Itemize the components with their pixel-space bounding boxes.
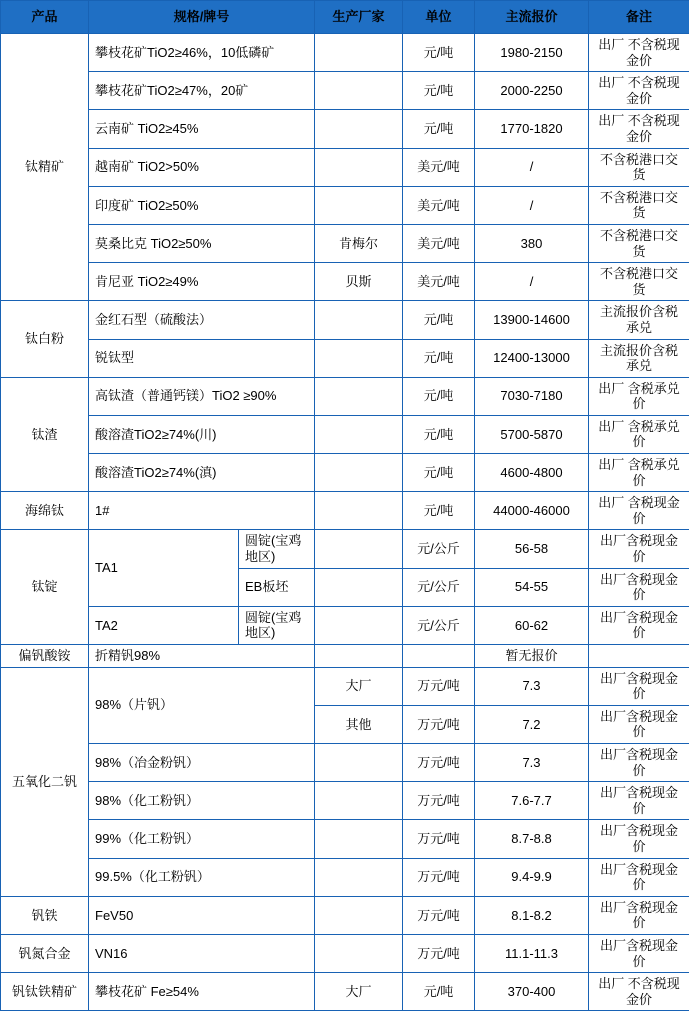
price-cell: 2000-2250 bbox=[475, 72, 589, 110]
spec-cell: EB板坯 bbox=[239, 568, 315, 606]
spec-cell: 1# bbox=[89, 492, 315, 530]
note-cell: 出厂 不含税现金价 bbox=[589, 72, 689, 110]
column-header-unit: 单位 bbox=[403, 1, 475, 34]
price-cell: 1770-1820 bbox=[475, 110, 589, 148]
note-cell: 出厂含税现金价 bbox=[589, 858, 689, 896]
spec-cell: 99%（化工粉钒） bbox=[89, 820, 315, 858]
manufacturer-cell bbox=[315, 454, 403, 492]
table-header-row bbox=[1, 1, 689, 34]
manufacturer-cell bbox=[315, 148, 403, 186]
manufacturer-cell bbox=[315, 339, 403, 377]
table-row bbox=[1, 34, 689, 72]
manufacturer-cell bbox=[315, 492, 403, 530]
unit-cell: 元/公斤 bbox=[403, 530, 475, 568]
table-header bbox=[1, 1, 689, 34]
manufacturer-cell bbox=[315, 858, 403, 896]
spec-cell: 攀枝花矿TiO2≥46%，10低磷矿 bbox=[89, 34, 315, 72]
unit-cell: 元/吨 bbox=[403, 377, 475, 415]
spec-cell: 98%（片钒） bbox=[89, 667, 315, 743]
unit-cell: 美元/吨 bbox=[403, 148, 475, 186]
spec-cell: 攀枝花矿TiO2≥47%，20矿 bbox=[89, 72, 315, 110]
manufacturer-cell: 贝斯 bbox=[315, 263, 403, 301]
product-category-cell: 钒氮合金 bbox=[1, 934, 89, 972]
grade-cell: TA1 bbox=[89, 530, 239, 606]
price-cell: 5700-5870 bbox=[475, 415, 589, 453]
unit-cell: 万元/吨 bbox=[403, 782, 475, 820]
product-category-cell: 钒钛铁精矿 bbox=[1, 973, 89, 1011]
unit-cell: 美元/吨 bbox=[403, 224, 475, 262]
product-category-cell: 偏钒酸铵 bbox=[1, 645, 89, 668]
manufacturer-cell bbox=[315, 530, 403, 568]
unit-cell: 元/吨 bbox=[403, 415, 475, 453]
note-cell: 出厂含税现金价 bbox=[589, 568, 689, 606]
table-row bbox=[1, 934, 689, 972]
spec-cell: 印度矿 TiO2≥50% bbox=[89, 186, 315, 224]
manufacturer-cell: 大厂 bbox=[315, 667, 403, 705]
note-cell: 出厂含税现金价 bbox=[589, 934, 689, 972]
spec-cell: 越南矿 TiO2>50% bbox=[89, 148, 315, 186]
manufacturer-cell bbox=[315, 415, 403, 453]
table-row bbox=[1, 606, 689, 644]
note-cell: 不含税港口交货 bbox=[589, 148, 689, 186]
unit-cell: 元/吨 bbox=[403, 454, 475, 492]
table-row bbox=[1, 415, 689, 453]
unit-cell: 万元/吨 bbox=[403, 896, 475, 934]
column-header-manufacturer: 生产厂家 bbox=[315, 1, 403, 34]
manufacturer-cell bbox=[315, 377, 403, 415]
column-header-note: 备注 bbox=[589, 1, 689, 34]
unit-cell bbox=[403, 645, 475, 668]
unit-cell: 元/吨 bbox=[403, 110, 475, 148]
table-row bbox=[1, 530, 689, 568]
price-cell: 54-55 bbox=[475, 568, 589, 606]
manufacturer-cell bbox=[315, 606, 403, 644]
manufacturer-cell bbox=[315, 820, 403, 858]
unit-cell: 元/公斤 bbox=[403, 568, 475, 606]
unit-cell: 万元/吨 bbox=[403, 667, 475, 705]
unit-cell: 万元/吨 bbox=[403, 705, 475, 743]
note-cell: 不含税港口交货 bbox=[589, 186, 689, 224]
note-cell: 出厂含税现金价 bbox=[589, 743, 689, 781]
manufacturer-cell bbox=[315, 186, 403, 224]
price-cell: 13900-14600 bbox=[475, 301, 589, 339]
unit-cell: 万元/吨 bbox=[403, 820, 475, 858]
price-cell: 7030-7180 bbox=[475, 377, 589, 415]
spec-cell: 云南矿 TiO2≥45% bbox=[89, 110, 315, 148]
manufacturer-cell bbox=[315, 301, 403, 339]
note-cell: 出厂 不含税现金价 bbox=[589, 34, 689, 72]
table-row bbox=[1, 743, 689, 781]
manufacturer-cell bbox=[315, 782, 403, 820]
price-cell: 暂无报价 bbox=[475, 645, 589, 668]
table-row bbox=[1, 301, 689, 339]
manufacturer-cell: 其他 bbox=[315, 705, 403, 743]
note-cell: 出厂含税现金价 bbox=[589, 782, 689, 820]
manufacturer-cell bbox=[315, 72, 403, 110]
manufacturer-cell bbox=[315, 568, 403, 606]
manufacturer-cell: 大厂 bbox=[315, 973, 403, 1011]
note-cell: 出厂 含税承兑价 bbox=[589, 454, 689, 492]
manufacturer-cell bbox=[315, 743, 403, 781]
price-cell: 7.3 bbox=[475, 743, 589, 781]
price-cell: 7.6-7.7 bbox=[475, 782, 589, 820]
note-cell: 主流报价含税承兑 bbox=[589, 339, 689, 377]
spec-cell: 莫桑比克 TiO2≥50% bbox=[89, 224, 315, 262]
product-category-cell: 钛精矿 bbox=[1, 34, 89, 301]
price-cell: 12400-13000 bbox=[475, 339, 589, 377]
note-cell: 出厂 含税现金价 bbox=[589, 492, 689, 530]
product-category-cell: 钛渣 bbox=[1, 377, 89, 492]
product-category-cell: 海绵钛 bbox=[1, 492, 89, 530]
note-cell: 出厂含税现金价 bbox=[589, 896, 689, 934]
price-cell: / bbox=[475, 186, 589, 224]
price-cell: 4600-4800 bbox=[475, 454, 589, 492]
spec-cell: 98%（冶金粉钒） bbox=[89, 743, 315, 781]
manufacturer-cell bbox=[315, 934, 403, 972]
unit-cell: 元/吨 bbox=[403, 72, 475, 110]
unit-cell: 美元/吨 bbox=[403, 186, 475, 224]
note-cell bbox=[589, 645, 689, 668]
unit-cell: 元/公斤 bbox=[403, 606, 475, 644]
spec-cell: 折精钒98% bbox=[89, 645, 315, 668]
table-row bbox=[1, 492, 689, 530]
note-cell: 出厂含税现金价 bbox=[589, 530, 689, 568]
spec-cell: 锐钛型 bbox=[89, 339, 315, 377]
manufacturer-cell bbox=[315, 110, 403, 148]
price-cell: 44000-46000 bbox=[475, 492, 589, 530]
price-cell: / bbox=[475, 263, 589, 301]
price-cell: / bbox=[475, 148, 589, 186]
table-row bbox=[1, 782, 689, 820]
unit-cell: 万元/吨 bbox=[403, 934, 475, 972]
note-cell: 出厂含税现金价 bbox=[589, 820, 689, 858]
price-cell: 56-58 bbox=[475, 530, 589, 568]
note-cell: 出厂含税现金价 bbox=[589, 705, 689, 743]
spec-cell: VN16 bbox=[89, 934, 315, 972]
note-cell: 主流报价含税承兑 bbox=[589, 301, 689, 339]
note-cell: 出厂 含税承兑价 bbox=[589, 377, 689, 415]
product-category-cell: 钛白粉 bbox=[1, 301, 89, 377]
price-cell: 60-62 bbox=[475, 606, 589, 644]
unit-cell: 元/吨 bbox=[403, 973, 475, 1011]
unit-cell: 元/吨 bbox=[403, 339, 475, 377]
manufacturer-cell bbox=[315, 34, 403, 72]
table-row bbox=[1, 224, 689, 262]
note-cell: 出厂 不含税现金价 bbox=[589, 973, 689, 1011]
manufacturer-cell bbox=[315, 896, 403, 934]
spec-cell: 攀枝花矿 Fe≥54% bbox=[89, 973, 315, 1011]
spec-cell: 金红石型（硫酸法） bbox=[89, 301, 315, 339]
product-category-cell: 钛锭 bbox=[1, 530, 89, 645]
table-row bbox=[1, 339, 689, 377]
unit-cell: 元/吨 bbox=[403, 34, 475, 72]
note-cell: 出厂含税现金价 bbox=[589, 606, 689, 644]
spec-cell: 肯尼亚 TiO2≥49% bbox=[89, 263, 315, 301]
unit-cell: 元/吨 bbox=[403, 301, 475, 339]
table-row bbox=[1, 645, 689, 668]
table-row bbox=[1, 148, 689, 186]
unit-cell: 万元/吨 bbox=[403, 858, 475, 896]
price-cell: 8.7-8.8 bbox=[475, 820, 589, 858]
spec-cell: 99.5%（化工粉钒） bbox=[89, 858, 315, 896]
table-row bbox=[1, 858, 689, 896]
table-row bbox=[1, 896, 689, 934]
unit-cell: 元/吨 bbox=[403, 492, 475, 530]
price-cell: 370-400 bbox=[475, 973, 589, 1011]
unit-cell: 万元/吨 bbox=[403, 743, 475, 781]
note-cell: 出厂 不含税现金价 bbox=[589, 110, 689, 148]
manufacturer-cell: 肯梅尔 bbox=[315, 224, 403, 262]
table-row bbox=[1, 110, 689, 148]
spec-cell: 酸溶渣TiO2≥74%(川) bbox=[89, 415, 315, 453]
column-header-price: 主流报价 bbox=[475, 1, 589, 34]
product-category-cell: 钒铁 bbox=[1, 896, 89, 934]
column-header-spec: 规格/牌号 bbox=[89, 1, 315, 34]
table-row bbox=[1, 667, 689, 705]
manufacturer-cell bbox=[315, 645, 403, 668]
table-row bbox=[1, 186, 689, 224]
note-cell: 不含税港口交货 bbox=[589, 263, 689, 301]
price-cell: 7.2 bbox=[475, 705, 589, 743]
note-cell: 不含税港口交货 bbox=[589, 224, 689, 262]
table-row bbox=[1, 377, 689, 415]
spec-cell: 圆锭(宝鸡地区) bbox=[239, 606, 315, 644]
product-category-cell: 五氧化二钒 bbox=[1, 667, 89, 896]
unit-cell: 美元/吨 bbox=[403, 263, 475, 301]
spec-cell: 98%（化工粉钒） bbox=[89, 782, 315, 820]
note-cell: 出厂 含税承兑价 bbox=[589, 415, 689, 453]
price-cell: 7.3 bbox=[475, 667, 589, 705]
spec-cell: 高钛渣（普通钙镁）TiO2 ≥90% bbox=[89, 377, 315, 415]
price-cell: 8.1-8.2 bbox=[475, 896, 589, 934]
spec-cell: 酸溶渣TiO2≥74%(滇) bbox=[89, 454, 315, 492]
grade-cell: TA2 bbox=[89, 606, 239, 644]
table-row bbox=[1, 263, 689, 301]
spec-cell: 圆锭(宝鸡地区) bbox=[239, 530, 315, 568]
spec-cell: FeV50 bbox=[89, 896, 315, 934]
price-cell: 9.4-9.9 bbox=[475, 858, 589, 896]
table-row bbox=[1, 454, 689, 492]
table-row bbox=[1, 973, 689, 1011]
price-cell: 1980-2150 bbox=[475, 34, 589, 72]
table-body bbox=[1, 34, 689, 1011]
table-row bbox=[1, 820, 689, 858]
price-cell: 380 bbox=[475, 224, 589, 262]
column-header-product: 产品 bbox=[1, 1, 89, 34]
price-cell: 11.1-11.3 bbox=[475, 934, 589, 972]
note-cell: 出厂含税现金价 bbox=[589, 667, 689, 705]
table-row bbox=[1, 72, 689, 110]
